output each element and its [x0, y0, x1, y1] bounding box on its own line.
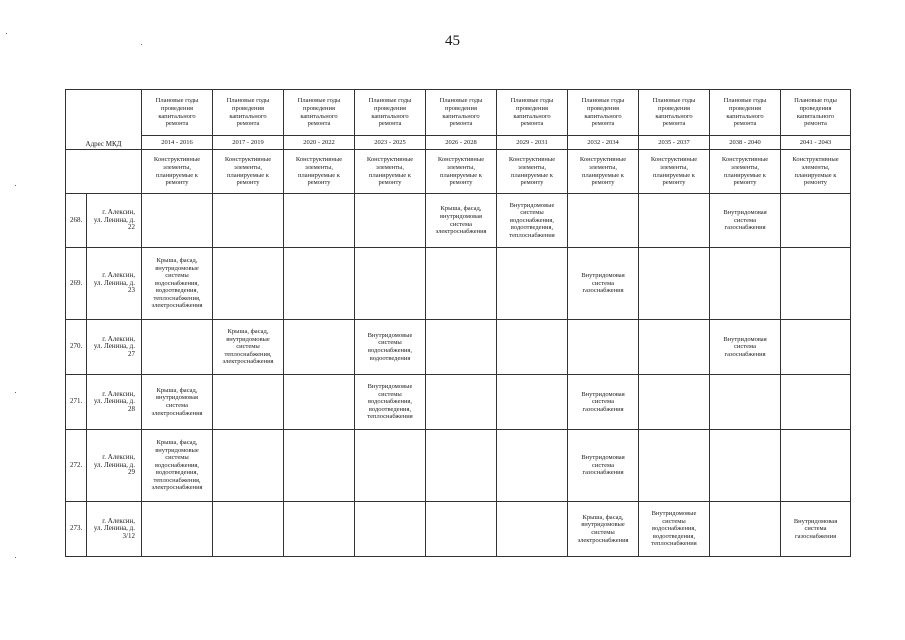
cell-line: система	[166, 402, 188, 409]
cell-line: Крыша, фасад,	[582, 513, 624, 521]
work-cell	[497, 194, 568, 248]
period-label-cell: Плановые годы проведения капитального ремонта	[142, 90, 213, 136]
work-cell	[568, 375, 639, 430]
work-cell	[568, 430, 639, 502]
row-address	[87, 194, 142, 248]
work-cell	[497, 375, 568, 430]
cell-line: теплоснабжения	[509, 231, 555, 239]
work-cell	[142, 248, 213, 320]
work-cell	[710, 320, 781, 375]
cell-line: ул. Ленина, д. 28	[93, 397, 135, 413]
work-cell	[568, 194, 639, 248]
work-cell	[710, 248, 781, 320]
cell-line: Внутридомовая	[581, 272, 625, 280]
cell-line: водоотведения,	[368, 405, 412, 413]
cell-line: г. Алексин,	[102, 389, 135, 398]
header-row-period	[66, 90, 851, 136]
cell-line: г. Алексин,	[102, 516, 135, 525]
table-row	[66, 248, 851, 320]
work-cell	[284, 194, 355, 248]
work-cell	[213, 375, 284, 430]
cell-line: внутридомовые	[226, 335, 270, 343]
cell-line: Крыша, фасад,	[156, 438, 198, 446]
row-number: 273.	[66, 502, 87, 557]
work-label-cell: Конструктивные элементы, планируемые к ремонту	[710, 150, 781, 194]
period-year-cell: 2032 - 2034	[568, 136, 639, 150]
cell-line: водоотведения	[369, 354, 411, 362]
work-cell	[142, 194, 213, 248]
work-cell	[142, 375, 213, 430]
period-year-cell: 2014 - 2016	[142, 136, 213, 150]
work-cell	[497, 430, 568, 502]
cell-line: электроснабжения	[435, 228, 487, 236]
cell-line: электроснабжения	[151, 484, 203, 492]
row-address	[87, 320, 142, 375]
work-cell	[284, 430, 355, 502]
cell-line: водоснабжения,	[367, 347, 413, 354]
work-cell	[497, 248, 568, 320]
period-label-cell: Плановые годы проведения капитального ремонта	[497, 90, 568, 136]
table-row	[66, 502, 851, 557]
cell-line: Внутридомовые	[367, 383, 413, 391]
cell-line: Внутридомовая	[723, 335, 767, 343]
cell-line: системы	[591, 529, 615, 536]
cell-line: внутридомовые	[155, 446, 199, 454]
work-cell	[639, 430, 710, 502]
period-year-cell: 2017 - 2019	[213, 136, 284, 150]
work-label-cell: Конструктивные элементы, планируемые к ремонту	[568, 150, 639, 194]
row-number: 271.	[66, 375, 87, 430]
table-row	[66, 375, 851, 430]
period-year-cell: 2026 - 2028	[426, 136, 497, 150]
work-cell	[355, 502, 426, 557]
scan-speck	[15, 185, 16, 186]
address-header-empty	[66, 150, 142, 194]
cell-line: теплоснабжения	[367, 413, 413, 421]
cell-line: газоснабжения	[582, 469, 624, 477]
work-cell	[710, 194, 781, 248]
cell-line: Внутридомовые	[367, 331, 413, 339]
cell-line: внутридомовая	[439, 212, 483, 220]
work-label-cell: Конструктивные элементы, планируемые к ремонту	[639, 150, 710, 194]
period-label-cell: Плановые годы проведения капитального ремонта	[426, 90, 497, 136]
work-label-cell: Конструктивные элементы, планируемые к ремонту	[213, 150, 284, 194]
cell-line: г. Алексин,	[102, 334, 135, 343]
cell-line: газоснабжения	[794, 532, 837, 540]
cell-line: Внутридомовые	[509, 201, 555, 209]
work-cell	[284, 375, 355, 430]
cell-line: внутридомовые	[581, 521, 625, 529]
address-header-cell	[66, 90, 142, 150]
cell-line: электроснабжения	[151, 302, 203, 310]
cell-line: внутридомовые	[155, 264, 199, 272]
period-year-cell: 2038 - 2040	[710, 136, 781, 150]
work-cell	[639, 320, 710, 375]
work-cell	[639, 194, 710, 248]
cell-line: водоснабжения,	[154, 279, 200, 287]
period-label-cell: Плановые годы проведения капитального ремонта	[710, 90, 781, 136]
cell-line: электроснабжения	[577, 536, 629, 544]
row-number: 268.	[66, 194, 87, 248]
work-cell	[497, 320, 568, 375]
cell-line: системы	[165, 272, 189, 280]
work-cell	[426, 194, 497, 248]
period-label-cell: Плановые годы проведения капитального ремонта	[781, 90, 851, 136]
scan-speck	[15, 557, 16, 558]
cell-line: теплоснабжения	[651, 540, 697, 548]
cell-line: теплоснабжения,	[224, 350, 272, 358]
work-cell	[213, 430, 284, 502]
cell-line: система	[592, 461, 614, 469]
cell-line: система	[592, 279, 614, 287]
work-cell	[355, 375, 426, 430]
cell-line: теплоснабжения,	[153, 476, 201, 484]
work-cell	[426, 248, 497, 320]
cell-line: системы	[662, 517, 686, 525]
cell-line: г. Алексин,	[102, 453, 135, 462]
cell-line: системы	[378, 390, 402, 398]
cell-line: система	[804, 525, 827, 533]
cell-line: система	[592, 398, 614, 406]
period-year-cell: 2020 - 2022	[284, 136, 355, 150]
work-label-cell: Конструктивные элементы, планируемые к ремонту	[781, 150, 851, 194]
work-cell	[426, 502, 497, 557]
cell-line: газоснабжения	[724, 350, 766, 358]
table-row	[66, 430, 851, 502]
cell-line: Крыша, фасад,	[227, 328, 269, 336]
work-cell	[284, 248, 355, 320]
work-cell	[639, 502, 710, 557]
cell-line: система	[734, 343, 756, 351]
row-number: 269.	[66, 248, 87, 320]
period-year-cell: 2029 - 2031	[497, 136, 568, 150]
cell-line: газоснабжения	[582, 405, 624, 413]
cell-line: газоснабжения	[724, 224, 766, 232]
cell-line: водоотведения,	[510, 224, 554, 232]
scan-speck	[141, 44, 142, 45]
cell-line: системы	[165, 454, 189, 462]
work-cell	[710, 502, 781, 557]
work-cell	[213, 320, 284, 375]
table-row	[66, 194, 851, 248]
row-address	[87, 248, 142, 320]
period-label-cell: Плановые годы проведения капитального ремонта	[355, 90, 426, 136]
cell-line: газоснабжения	[582, 287, 624, 295]
work-cell	[710, 430, 781, 502]
work-label-cell: Конструктивные элементы, планируемые к ремонту	[426, 150, 497, 194]
work-cell	[142, 320, 213, 375]
work-cell	[355, 194, 426, 248]
header-row-years	[66, 136, 851, 150]
row-number: 272.	[66, 430, 87, 502]
work-cell	[213, 248, 284, 320]
work-cell	[497, 502, 568, 557]
work-cell	[639, 248, 710, 320]
scan-speck	[15, 392, 16, 393]
cell-line: водоотведения,	[155, 469, 199, 477]
work-label-cell: Конструктивные элементы, планируемые к ремонту	[497, 150, 568, 194]
cell-line: водоотведения,	[652, 532, 696, 540]
cell-line: ул. Ленина, д. 27	[93, 342, 135, 358]
scan-speck	[6, 33, 7, 34]
cell-line: г. Алексин,	[102, 271, 135, 280]
cell-line: Внутридомовая	[581, 390, 625, 398]
address-header-text: Адрес МКД	[85, 140, 122, 149]
work-cell	[213, 194, 284, 248]
row-address	[87, 502, 142, 557]
work-cell	[142, 502, 213, 557]
cell-line: Внутридомовая	[723, 209, 767, 217]
period-label-cell: Плановые годы проведения капитального ремонта	[284, 90, 355, 136]
work-cell	[568, 248, 639, 320]
period-year-cell: 2023 - 2025	[355, 136, 426, 150]
work-cell	[568, 502, 639, 557]
page-number: 45	[445, 33, 460, 49]
work-cell	[284, 502, 355, 557]
cell-line: системы	[378, 339, 402, 347]
cell-line: Внутридомовые	[651, 510, 697, 518]
work-cell	[710, 375, 781, 430]
work-cell	[426, 320, 497, 375]
cell-line: ул. Ленина, д. 29	[93, 460, 135, 477]
cell-line: Крыша, фасад,	[440, 205, 482, 213]
cell-line: система	[450, 220, 472, 228]
period-year-cell: 2035 - 2037	[639, 136, 710, 150]
capital-repair-table	[65, 89, 851, 557]
cell-line: Внутридомовая	[581, 454, 625, 462]
work-cell	[781, 375, 851, 430]
work-cell	[568, 320, 639, 375]
cell-line: водоснабжения,	[154, 461, 200, 469]
cell-line: внутридомовая	[155, 394, 199, 402]
cell-line: Внутридомовая	[793, 517, 838, 525]
work-label-cell: Конструктивные элементы, планируемые к ремонту	[142, 150, 213, 194]
cell-line: водоотведения,	[155, 287, 199, 295]
cell-line: ул. Ленина, д. 22	[93, 215, 135, 232]
work-cell	[426, 375, 497, 430]
cell-line: водоснабжения,	[651, 525, 697, 533]
work-label-cell: Конструктивные элементы, планируемые к ремонту	[355, 150, 426, 194]
work-label-cell: Конструктивные элементы, планируемые к ремонту	[284, 150, 355, 194]
cell-line: электроснабжения	[222, 358, 274, 366]
work-cell	[781, 430, 851, 502]
row-address	[87, 375, 142, 430]
cell-line: Крыша, фасад,	[156, 256, 198, 264]
work-cell	[355, 320, 426, 375]
work-cell	[355, 248, 426, 320]
table-row	[66, 320, 851, 375]
period-label-cell: Плановые годы проведения капитального ремонта	[639, 90, 710, 136]
period-year-cell: 2041 - 2043	[781, 136, 851, 150]
cell-line: электроснабжения	[151, 409, 203, 417]
work-cell	[781, 502, 851, 557]
work-cell	[781, 248, 851, 320]
cell-line: г. Алексин,	[102, 208, 135, 217]
work-cell	[213, 502, 284, 557]
cell-line: ул. Ленина, д. 3/12	[93, 524, 135, 540]
work-cell	[781, 320, 851, 375]
work-cell	[355, 430, 426, 502]
row-address	[87, 430, 142, 502]
row-number: 270.	[66, 320, 87, 375]
period-label-cell: Плановые годы проведения капитального ремонта	[213, 90, 284, 136]
cell-line: Крыша, фасад,	[156, 386, 198, 394]
cell-line: ул. Ленина, д. 23	[93, 278, 135, 295]
work-cell	[142, 430, 213, 502]
cell-line: водоснабжения,	[509, 216, 555, 224]
period-label-cell: Плановые годы проведения капитального ремонта	[568, 90, 639, 136]
cell-line: системы	[520, 209, 544, 217]
cell-line: система	[734, 216, 756, 224]
cell-line: водоснабжения,	[367, 398, 413, 406]
cell-line: теплоснабжения,	[153, 294, 201, 302]
work-cell	[639, 375, 710, 430]
work-cell	[284, 320, 355, 375]
work-cell	[781, 194, 851, 248]
cell-line: системы	[236, 343, 260, 351]
work-cell	[426, 430, 497, 502]
header-row-work	[66, 150, 851, 194]
